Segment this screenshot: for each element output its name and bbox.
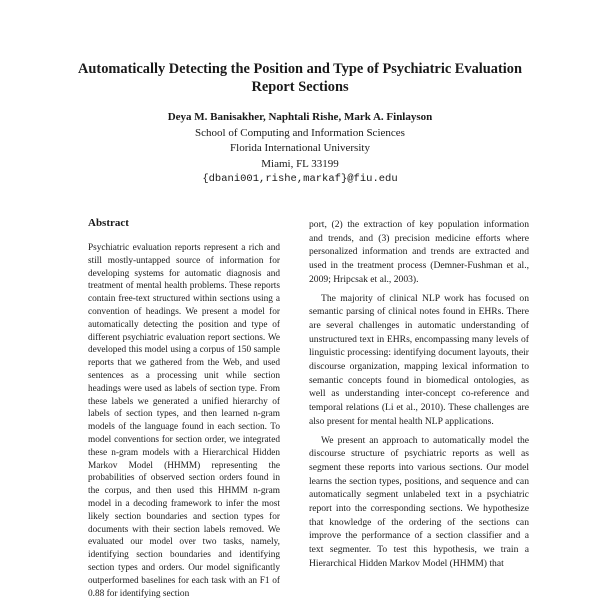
body-paragraph-1: port, (2) the extraction of key population information and trends, and (3) precision medicine efforts where personalized information and trends are extracted and used in the treatment process (Demner-Fushman et al., 2009; Hripcsak et al., 2003). bbox=[309, 219, 529, 285]
right-column bbox=[309, 218, 529, 571]
body-paragraph-2: The majority of clinical NLP work has focused on semantic parsing of clinical notes found in EHRs. There are several challenges in automatic understanding of unstructured text in EHRs, encompassing many levels of linguistic processing: identifying document layouts, their discourse organization, mapping lexical information to semantic concepts found in biomedical ontologies, as well as understanding inter-concept co-reference and temporal relations (Li et al., 2010). These challenges are also present for mental health NLP applications. bbox=[309, 292, 529, 427]
author-emails: {dbani001,rishe,markaf}@fiu.edu bbox=[202, 173, 398, 185]
author-names: Deya M. Banisakher, Naphtali Rishe, Mark A. Finlayson bbox=[167, 111, 433, 123]
affiliation-address: Miami, FL 33199 bbox=[261, 157, 339, 170]
abstract-text: Psychiatric evaluation reports represent a rich and still mostly-untapped source of information for developing systems for automatic diagnosis and treatment of mental health problems. These reports contain free-text structured within sections using a convention of headings. We present a model for automatically detecting the position and type of different psychiatric evaluation report sections. We developed this model using a corpus of 150 sample reports that we gathered from the Web, and used sentences as a processing unit while section headings were used as labels of section type. From these labels we generated a unified hierarchy of labels of section types, and then learned n-gram models of the language found in each section. To model conventions for section order, we integrated these n-gram models with a Hierarchical Hidden Markov Model (HHMM) representing the probabilities of observed section orders found in the corpus, and then used this HHMM n-gram model in a decoding framework to infer the most likely section boundaries and section types for documents with their section labels removed. We evaluated our model over two tasks, namely, identifying section boundaries and identifying section types and orders. Our model significantly outperformed baselines for each task with an F1 of 0.88 for identifying section bbox=[88, 243, 280, 599]
affiliation-school: School of Computing and Information Sciences bbox=[195, 126, 405, 139]
abstract-heading: Abstract bbox=[88, 217, 129, 229]
author-block bbox=[100, 110, 500, 188]
affiliation-university: Florida International University bbox=[230, 142, 370, 154]
left-column bbox=[88, 216, 280, 600]
paper-title: Automatically Detecting the Position and Type of Psychiatric Evaluation Report Sections bbox=[78, 61, 522, 95]
body-paragraph-3: We present an approach to automatically model the discourse structure of psychiatric reports as well as segment these reports into various sections. Our model learns the section types, positions, and sequence and can automatically segment unlabeled text in a psychiatric report into the corresponding sections. We hypothesize that knowledge of the ordering of the sections can improve the performance of a section classifier and a text segmenter. To test this hypothesis, we train a Hierarchical Hidden Markov Model (HHMM) that bbox=[309, 434, 529, 569]
